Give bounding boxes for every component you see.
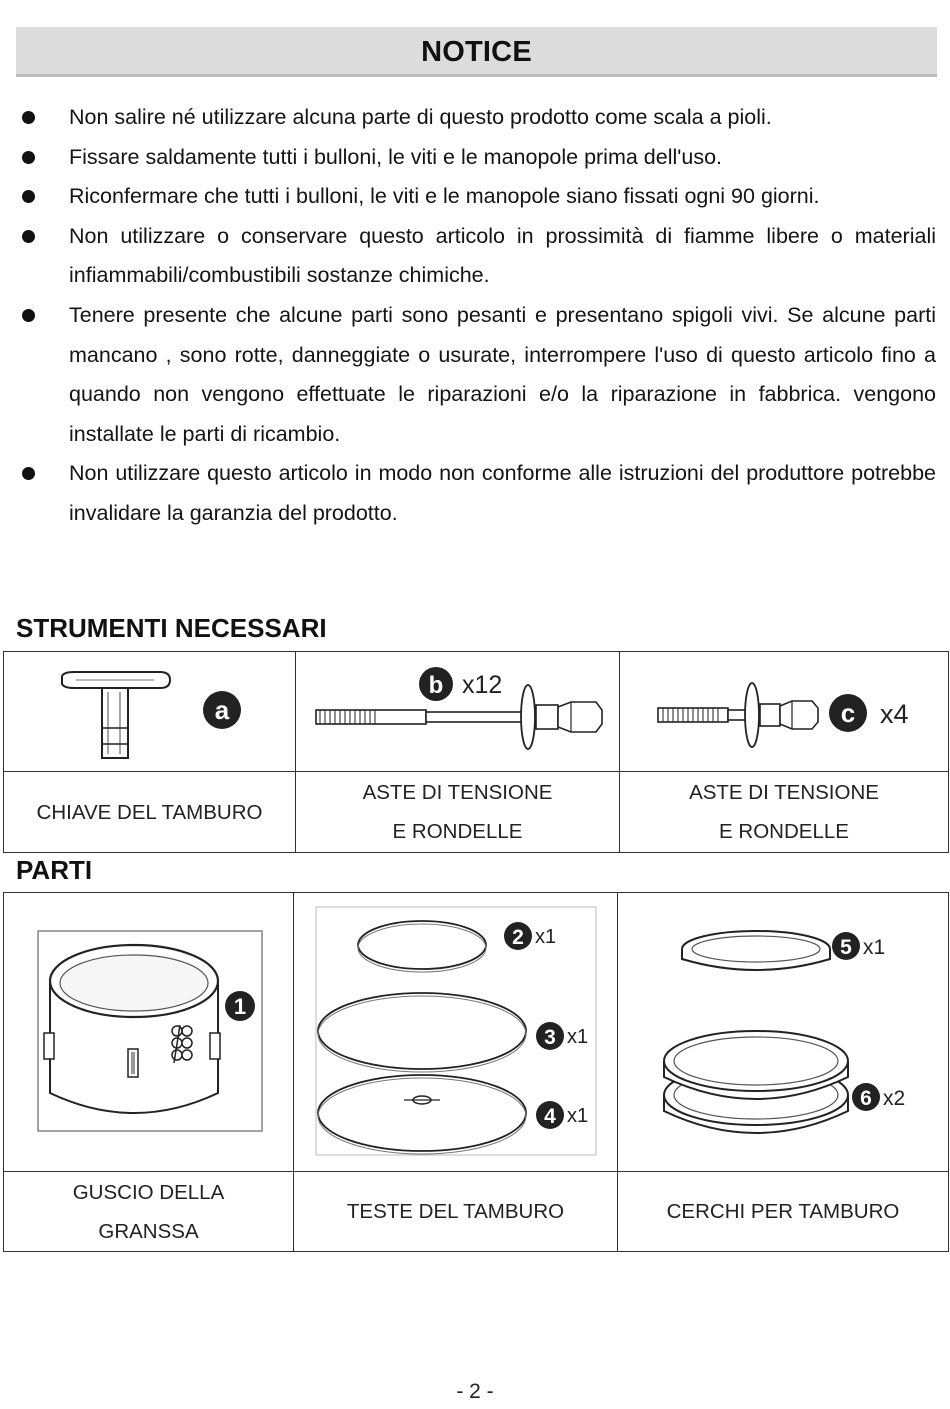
short-tension-rod-icon	[620, 652, 949, 771]
drum-shell-icon	[4, 893, 294, 1171]
drum-hoops-label-cell	[618, 1172, 949, 1252]
tension-rod-c-image-cell	[620, 652, 949, 772]
quantity-3-label: x1	[567, 1026, 589, 1048]
bullet-icon	[22, 151, 35, 164]
notice-header-bar	[16, 27, 937, 77]
marker-3-label: 3	[544, 1026, 556, 1049]
quantity-b-label: x12	[462, 671, 503, 699]
bullet-icon	[22, 230, 35, 243]
marker-1-label: 1	[233, 994, 247, 1019]
list-item: Non salire né utilizzare alcuna parte di questo prodotto come scala a pioli.	[18, 98, 936, 138]
marker-a-label: a	[214, 695, 230, 725]
drum-shell-label-cell	[4, 1172, 294, 1252]
rod-threads	[658, 708, 728, 722]
drum-key-image-cell	[4, 652, 296, 772]
tension-rod-c-label-cell	[620, 772, 949, 853]
marker-2-label: 2	[512, 926, 524, 949]
tension-rod-b-label-line2: E RONDELLE	[392, 820, 523, 843]
tension-rod-b-label-line1: ASTE DI TENSIONE	[362, 781, 553, 804]
bullet-icon	[22, 190, 35, 203]
tension-rod-icon	[296, 652, 620, 771]
page-number: - 2 -	[456, 1380, 494, 1403]
list-item: Tenere presente che alcune parti sono pesanti e presentano spigoli vivi. Se alcune parti mancano , sono rotte, danneggiate o usurate, interrompere l'uso di questo articolo fino a quando non vengono effettuate le riparazioni e/o la riparazione in fabbrica. vengono installate le parti di ricambio.	[18, 296, 936, 454]
tension-rod-b-label-cell	[296, 772, 620, 853]
quantity-5-label: x1	[863, 936, 886, 959]
rod-threads	[316, 710, 426, 724]
drum-hoops-image-cell	[618, 893, 949, 1172]
drum-hoops-label: CERCHI PER TAMBURO	[666, 1200, 900, 1223]
drum-shell-label-line2: GRANSSA	[98, 1219, 199, 1243]
list-item: Non utilizzare o conservare questo articolo in prossimità di fiamme libere o materiali infiammabili/combustibili sostanze chimiche.	[18, 217, 936, 296]
drum-heads-label-cell	[294, 1172, 618, 1252]
parts-table	[3, 892, 949, 1252]
quantity-4-label: x1	[567, 1105, 589, 1127]
tension-rod-b-image-cell	[296, 652, 620, 772]
marker-b-label: b	[428, 672, 444, 699]
drum-shell-label-line1: GUSCIO DELLA	[72, 1180, 225, 1204]
bullet-icon	[22, 111, 35, 124]
list-item: Riconfermare che tutti i bulloni, le viti e le manopole siano fissati ogni 90 giorni.	[18, 177, 936, 217]
drum-heads-icon	[294, 893, 618, 1171]
marker-4-label: 4	[544, 1105, 556, 1128]
quantity-c-label: x4	[880, 699, 909, 729]
quantity-6-label: x2	[883, 1087, 906, 1110]
drum-key-icon	[4, 652, 296, 771]
tension-rod-c-label-line2: E RONDELLE	[719, 820, 849, 843]
quantity-2-label: x1	[535, 926, 557, 948]
drum-key-label-cell	[4, 772, 296, 853]
drum-heads-image-cell	[294, 893, 618, 1172]
tools-section-title: STRUMENTI NECESSARI	[16, 613, 327, 643]
notice-bullet-list	[18, 98, 936, 534]
marker-5-label: 5	[840, 936, 852, 959]
drum-shell-image-cell	[4, 893, 294, 1172]
tension-rod-c-label-line1: ASTE DI TENSIONE	[689, 781, 879, 804]
tools-table	[3, 651, 949, 853]
notice-title: NOTICE	[421, 36, 532, 68]
drum-key-label: CHIAVE DEL TAMBURO	[36, 800, 263, 824]
drum-heads-label: TESTE DEL TAMBURO	[346, 1200, 565, 1223]
drum-hoops-icon	[618, 893, 949, 1171]
marker-c-label: c	[840, 698, 856, 728]
bullet-icon	[22, 467, 35, 480]
marker-6-label: 6	[860, 1087, 872, 1110]
list-item: Fissare saldamente tutti i bulloni, le viti e le manopole prima dell'uso.	[18, 138, 936, 178]
list-item: Non utilizzare questo articolo in modo non conforme alle istruzioni del produttore potrebbe invalidare la garanzia del prodotto.	[18, 454, 936, 533]
bullet-icon	[22, 309, 35, 322]
parts-section-title: PARTI	[16, 855, 93, 885]
